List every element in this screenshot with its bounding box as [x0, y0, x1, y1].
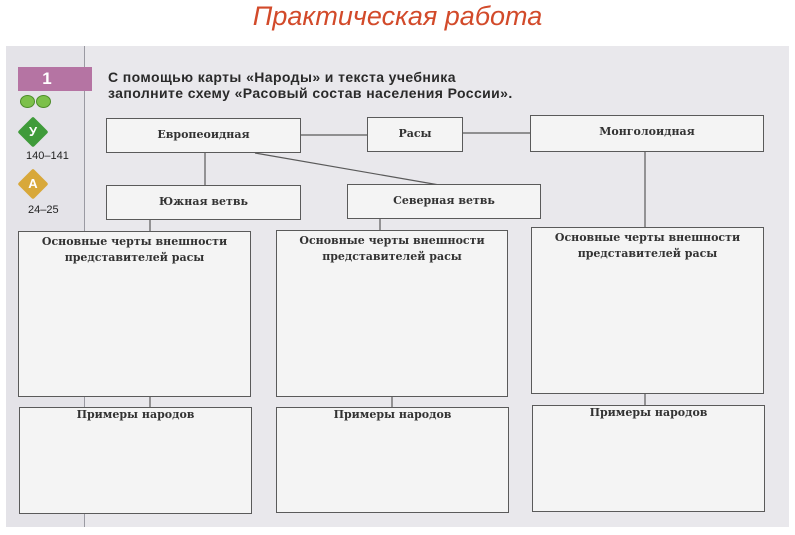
examples-box-mongoloid[interactable]: Примеры народов [532, 405, 765, 512]
task-number: 1 [42, 69, 52, 88]
textbook-pages: 140–141 [26, 150, 69, 162]
examples-box-northern[interactable]: Примеры народов [276, 407, 509, 513]
atlas-marker-letter: А [28, 176, 38, 191]
textbook-marker-letter: У [28, 124, 38, 139]
mongoloid-box: Монголоидная [530, 115, 764, 152]
features-box-northern[interactable]: Основные черты внешности представителей расы [276, 230, 508, 397]
europeoid-box: Европеоидная [106, 118, 301, 153]
task-line-1: С помощью карты «Народы» и текста учебника [108, 69, 456, 85]
examples-box-southern[interactable]: Примеры народов [19, 407, 252, 514]
features-box-mongoloid[interactable]: Основные черты внешности представителей расы [531, 227, 764, 394]
races-box: Расы [367, 117, 463, 152]
southern-branch-box: Южная ветвь [106, 185, 301, 220]
atlas-pages: 24–25 [28, 204, 59, 216]
features-box-southern[interactable]: Основные черты внешности представителей расы [18, 231, 251, 397]
northern-branch-box: Северная ветвь [347, 184, 541, 219]
page-heading: Практическая работа [252, 1, 543, 31]
task-line-2: заполните схему «Расовый состав населения России». [108, 85, 513, 101]
